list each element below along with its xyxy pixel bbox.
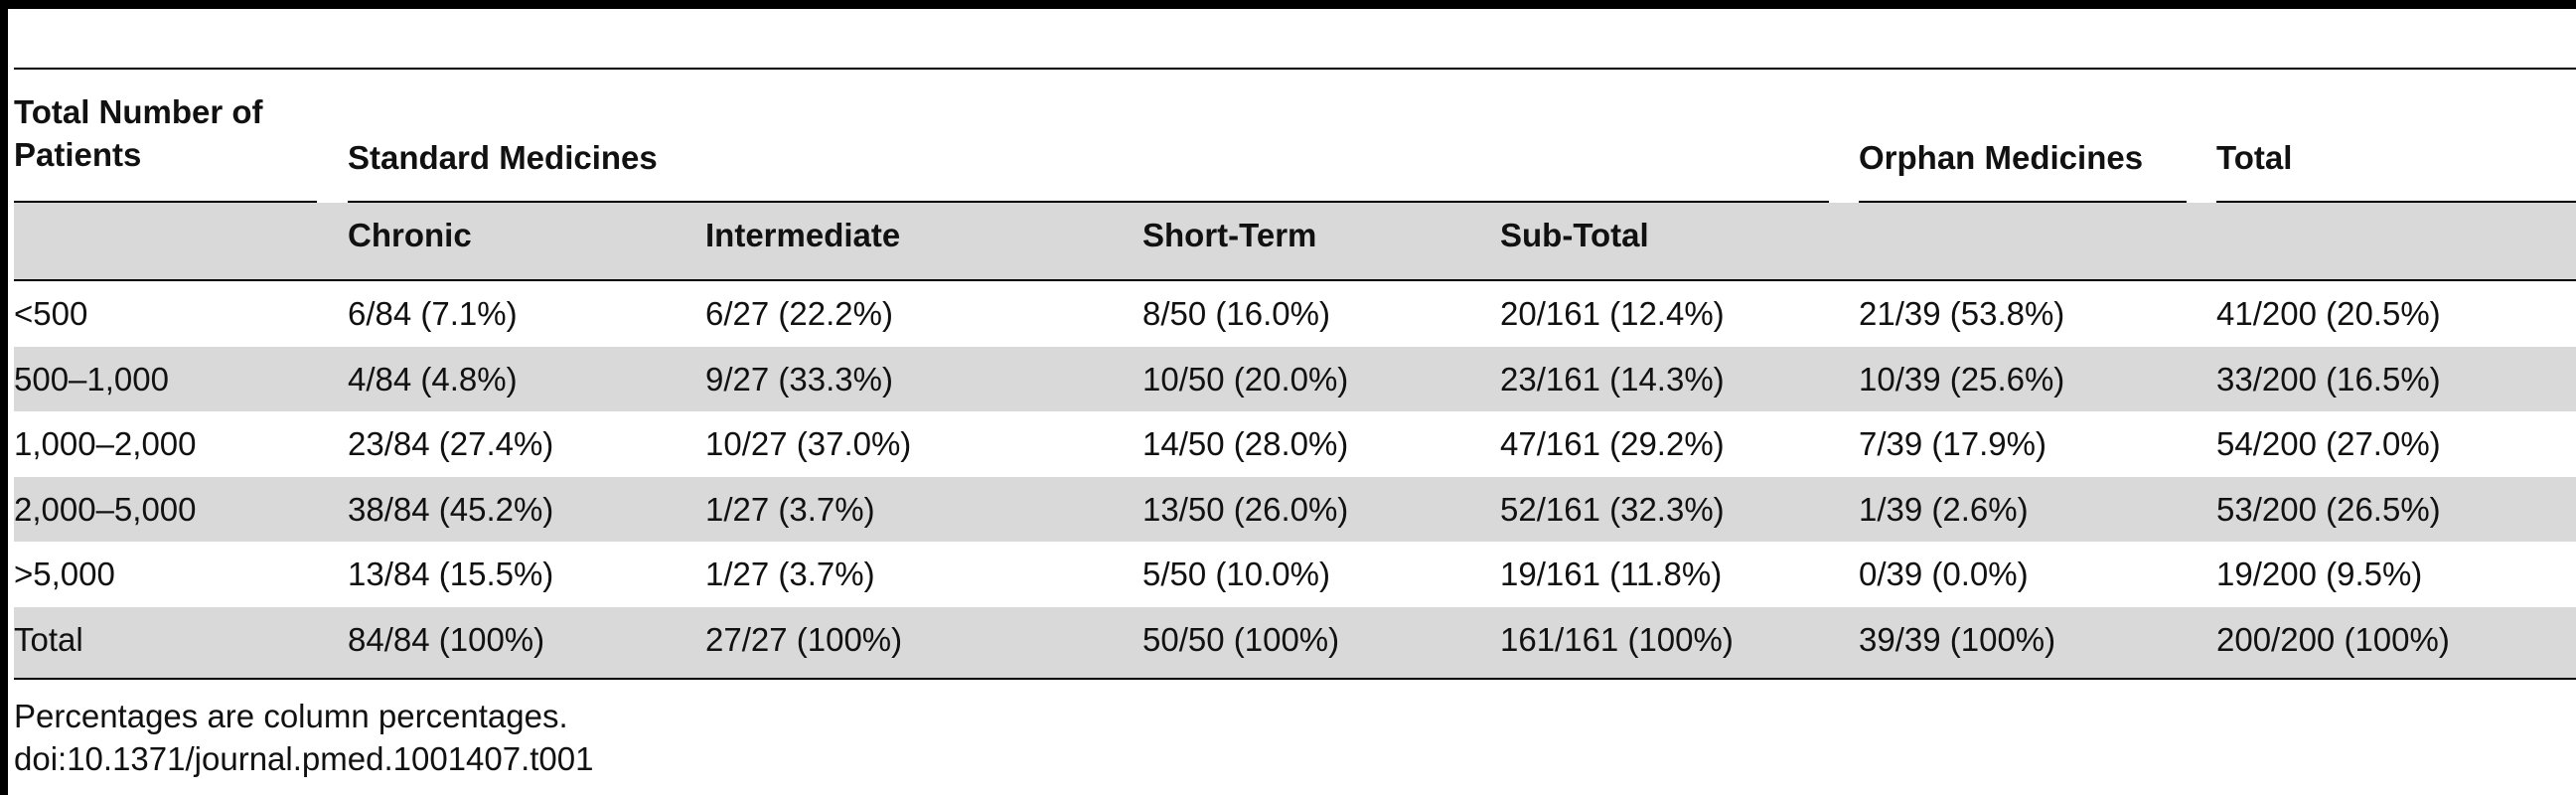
- table-cell: 23/161 (14.3%): [1500, 361, 1725, 398]
- table-cell: 9/27 (33.3%): [705, 361, 893, 398]
- table-cell: 14/50 (28.0%): [1142, 425, 1349, 462]
- table-cell: 5/50 (10.0%): [1142, 556, 1330, 592]
- table-cell: 4/84 (4.8%): [348, 361, 518, 398]
- header-short-term: Short-Term: [1142, 217, 1317, 253]
- doi-label: doi:10.1371/journal.pmed.1001407.t001: [14, 740, 594, 777]
- table-cell: 1/27 (3.7%): [705, 491, 875, 528]
- row-label: 1,000–2,000: [14, 425, 197, 462]
- table-cell: 13/84 (15.5%): [348, 556, 554, 592]
- table-cell: 33/200 (16.5%): [2216, 361, 2441, 398]
- table-cell: 0/39 (0.0%): [1859, 556, 2029, 592]
- table-cell: 41/200 (20.5%): [2216, 295, 2441, 332]
- table-cell: 19/200 (9.5%): [2216, 556, 2423, 592]
- header-bottom-rule: [14, 279, 2576, 281]
- table-footnote: Percentages are column percentages.: [14, 698, 568, 734]
- table-cell: 13/50 (26.0%): [1142, 491, 1349, 528]
- table-cell: 21/39 (53.8%): [1859, 295, 2065, 332]
- header-intermediate: Intermediate: [705, 217, 901, 253]
- table-cell: 7/39 (17.9%): [1859, 425, 2046, 462]
- table-cell: 20/161 (12.4%): [1500, 295, 1725, 332]
- row-label: 2,000–5,000: [14, 491, 197, 528]
- table-cell: 8/50 (16.0%): [1142, 295, 1330, 332]
- header-total: Total: [2216, 139, 2293, 176]
- row-label: <500: [14, 295, 88, 332]
- table-cell: 53/200 (26.5%): [2216, 491, 2441, 528]
- table-cell: 10/39 (25.6%): [1859, 361, 2065, 398]
- table-cell: 161/161 (100%): [1500, 621, 1734, 658]
- table-cell: 50/50 (100%): [1142, 621, 1340, 658]
- header-top-rule: [14, 68, 2576, 70]
- row-label: >5,000: [14, 556, 115, 592]
- table-cell: 54/200 (27.0%): [2216, 425, 2441, 462]
- row-label: Total: [14, 621, 83, 658]
- header-total-patients: Total Number of Patients: [14, 93, 263, 173]
- table-bottom-rule: [14, 678, 2576, 680]
- table-cell: 1/27 (3.7%): [705, 556, 875, 592]
- header-chronic: Chronic: [348, 217, 472, 253]
- table-cell: 39/39 (100%): [1859, 621, 2056, 658]
- table-cell: 52/161 (32.3%): [1500, 491, 1725, 528]
- table-cell: 200/200 (100%): [2216, 621, 2450, 658]
- top-rule: [8, 0, 2576, 9]
- table-cell: 6/27 (22.2%): [705, 295, 893, 332]
- header-sub-total: Sub-Total: [1500, 217, 1649, 253]
- row-label: 500–1,000: [14, 361, 169, 398]
- table-cell: 27/27 (100%): [705, 621, 903, 658]
- table-cell: 84/84 (100%): [348, 621, 545, 658]
- table-cell: 38/84 (45.2%): [348, 491, 554, 528]
- table-cell: 1/39 (2.6%): [1859, 491, 2029, 528]
- header-standard-medicines: Standard Medicines: [348, 139, 658, 176]
- table-cell: 10/50 (20.0%): [1142, 361, 1349, 398]
- table-cell: 19/161 (11.8%): [1500, 556, 1723, 592]
- table-cell: 47/161 (29.2%): [1500, 425, 1725, 462]
- left-border: [0, 0, 8, 795]
- table-cell: 6/84 (7.1%): [348, 295, 518, 332]
- header-orphan-medicines: Orphan Medicines: [1859, 139, 2144, 176]
- table-cell: 10/27 (37.0%): [705, 425, 912, 462]
- table-cell: 23/84 (27.4%): [348, 425, 554, 462]
